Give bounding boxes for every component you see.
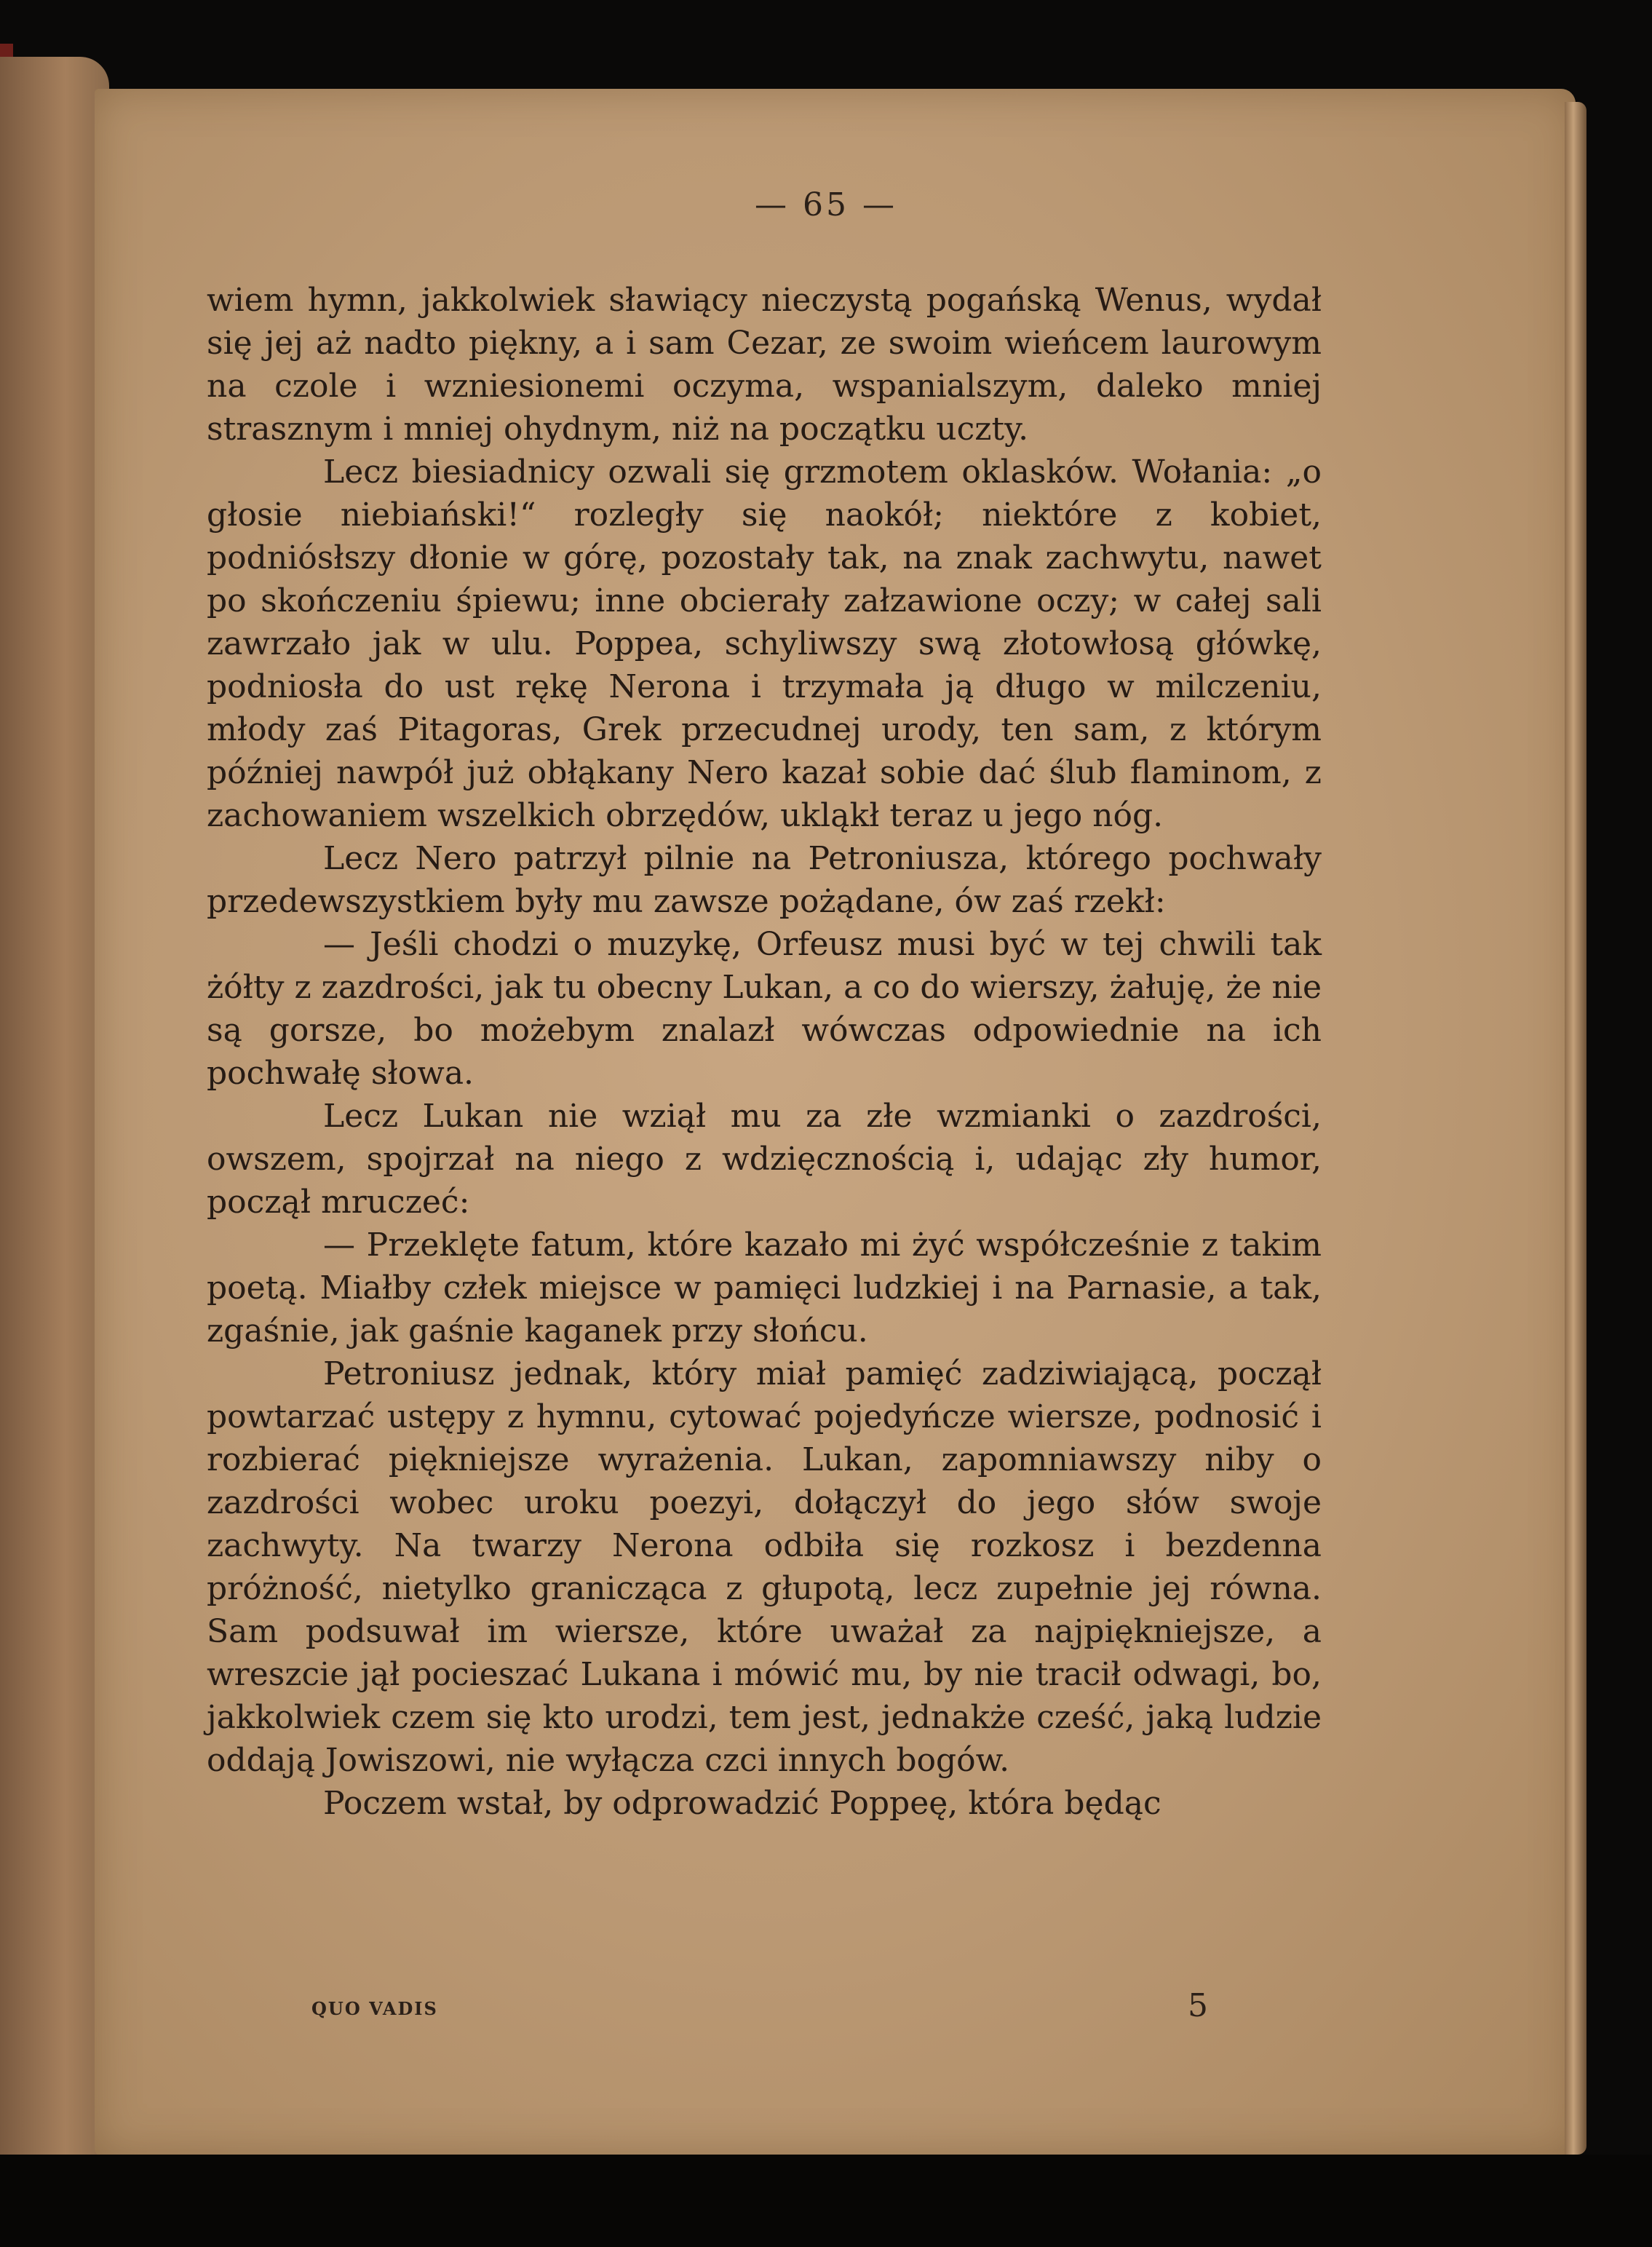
signature-mark: QUO VADIS [311, 1998, 438, 2019]
paragraph: — Przeklęte fatum, które kazało mi żyć współcześnie z takim poetą. Miałby człek miejsce w pamięci ludzkiej i na Parnasie, a tak, zgaśnie, jak gaśnie kaganek przy słońcu. [207, 1226, 1322, 1350]
paragraph: Lecz Nero patrzył pilnie na Petroniusza, którego pochwały przedewszystkiem były mu zawsze pożądane, ów zaś rzekł: [207, 840, 1322, 920]
sheet-number: 5 [1188, 1987, 1208, 2024]
previous-page-edge [0, 57, 109, 2168]
paragraph: wiem hymn, jakkolwiek sławiący nieczystą pogańską Wenus, wydał się jej aż nadto piękny, a i sam Cezar, ze swoim wieńcem laurowym na czole i wzniesionemi oczyma, wspanialszym, daleko mniej strasznym i mniej ohydnym, niż na początku uczty. [207, 282, 1322, 448]
paragraph: Lecz Lukan nie wziął mu za złe wzmianki o zazdrości, owszem, spojrzał na niego z wdzięcznością i, udając zły humor, począł mruczeć: [207, 1098, 1322, 1221]
page-stack-edge [1565, 102, 1587, 2155]
paragraph: — Jeśli chodzi o muzykę, Orfeusz musi być w tej chwili tak żółty z zazdrości, jak tu obecny Lukan, a co do wierszy, żałuję, że nie są gorsze, bo możebym znalazł wówczas odpowiednie na ich pochwałę słowa. [207, 926, 1322, 1092]
paragraph: Poczem wstał, by odprowadzić Poppeę, która będąc [323, 1785, 1161, 1822]
page-number-header: — 65 — [755, 186, 897, 223]
paragraph: Petroniusz jednak, który miał pamięć zadziwiającą, począł powtarzać ustępy z hymnu, cytować pojedyńcze wiersze, podnosić i rozbierać piękniejsze wyrażenia. Lukan, zapomniawszy niby o zazdrości wobec uroku poezyi, dołączył do jego słów swoje zachwyty. Na twarzy Nerona odbiła się rozkosz i bezdenna próżność, nietylko granicząca z głupotą, lecz zupełnie jej równa. Sam podsuwał im wiersze, które uważał za najpiękniejsze, a wreszcie jął pocieszać Lukana i mówić mu, by nie tracił odwagi, bo, jakkolwiek czem się kto urodzi, tem jest, jednakże cześć, jaką ludzie oddają Jowiszowi, nie wyłącza czci innych bogów. [207, 1355, 1322, 1779]
background-shadow [0, 2155, 1652, 2247]
body-text [207, 279, 1322, 1825]
paragraph: Lecz biesiadnicy ozwali się grzmotem oklasków. Wołania: „o głosie niebiański!“ rozległy się naokół; niektóre z kobiet, podniósłszy dłonie w górę, pozostały tak, na znak zachwytu, nawet po skończeniu śpiewu; inne obcierały załzawione oczy; w całej sali zawrzało jak w ulu. Poppea, schyliwszy swą złotowłosą główkę, podniosła do ust rękę Nerona i trzymała ją długo w milczeniu, młody zaś Pitagoras, Grek przecudnej urody, ten sam, z którym później nawpół już obłąkany Nero kazał sobie dać ślub flaminom, z zachowaniem wszelkich obrzędów, ukląkł teraz u jego nóg. [207, 453, 1322, 834]
